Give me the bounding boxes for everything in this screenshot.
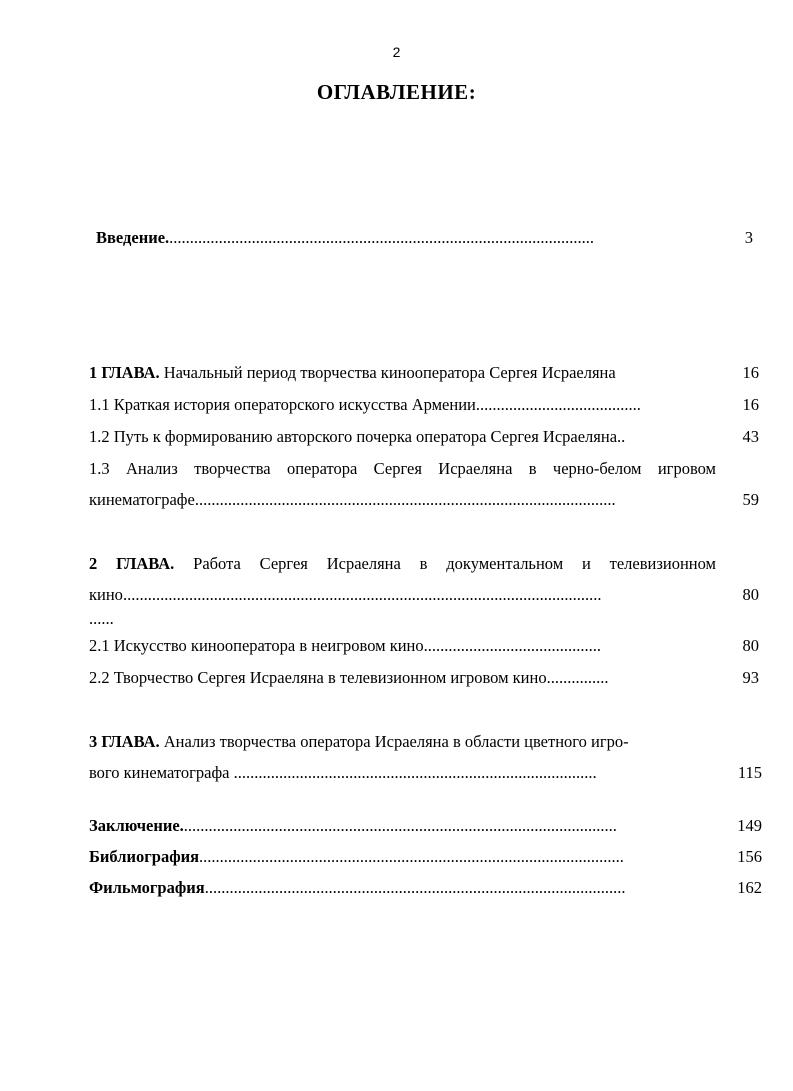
toc-conclusion-page: 149 bbox=[737, 816, 762, 835]
toc-filmography-page: 162 bbox=[737, 878, 762, 897]
toc-ch3-line2[interactable] bbox=[89, 763, 705, 783]
toc-intro-page: 3 bbox=[744, 228, 753, 247]
toc-ch3-line1[interactable] bbox=[89, 732, 629, 752]
toc-s11-page: 16 bbox=[742, 395, 759, 414]
toc-s21-text: 2.1 Искусство кинооператора в неигровом кино bbox=[89, 636, 424, 655]
dot-leader: ....................................................................................................... bbox=[169, 228, 595, 247]
toc-ch1-text: Начальный период творчества кинооператора Сергея Исраеляна bbox=[163, 363, 616, 382]
toc-s13-text: кинематографе bbox=[89, 490, 195, 509]
dot-leader: .................................................................................................................... bbox=[122, 585, 602, 604]
toc-conclusion-label: Заключение. bbox=[89, 816, 184, 835]
toc-s21-page: 80 bbox=[742, 636, 759, 655]
page-title: ОГЛАВЛЕНИЕ: bbox=[316, 80, 477, 104]
toc-ch3-text: Анализ творчества оператора Исраеляна в области цветного игро- bbox=[163, 732, 629, 751]
toc-conclusion[interactable] bbox=[89, 816, 703, 836]
toc-ch2-line2[interactable] bbox=[89, 585, 701, 605]
dot-leader: ...................................................................................................... bbox=[194, 490, 616, 509]
toc-ch2-line1[interactable] bbox=[89, 554, 716, 574]
dot-leader: ........................................... bbox=[423, 636, 601, 655]
toc-ch3-text-2: вого кинематографа bbox=[89, 763, 230, 782]
dot-leader: ...................................................................................................... bbox=[204, 878, 626, 897]
toc-ch3-label: 3 ГЛАВА. bbox=[89, 732, 160, 751]
toc-ch1[interactable] bbox=[89, 363, 616, 383]
toc-ch2-page: 80 bbox=[742, 585, 759, 604]
dot-leader: ......................................................................................................... bbox=[183, 816, 617, 835]
toc-ch2-label: 2 ГЛАВА. bbox=[89, 554, 175, 573]
toc-filmography-label: Фильмография bbox=[89, 878, 205, 897]
toc-s11-text: 1.1 Краткая история операторского искусства Армении bbox=[89, 395, 476, 414]
toc-ch2-text-2: кино bbox=[89, 585, 123, 604]
toc-s22-page: 93 bbox=[742, 668, 759, 687]
toc-ch1-label: 1 ГЛАВА. bbox=[89, 363, 160, 382]
page-number: 2 bbox=[392, 44, 401, 60]
toc-ch2-text: Работа Сергея Исраеляна в документальном и телевизионном bbox=[193, 554, 716, 573]
toc-s11[interactable] bbox=[89, 395, 701, 415]
dot-leader: ....................................................................................................... bbox=[199, 847, 624, 866]
toc-s12-text: 1.2 Путь к формированию авторского почерка оператора Сергея Исраеляна.. bbox=[89, 427, 626, 446]
toc-s12-page: 43 bbox=[742, 427, 759, 446]
toc-intro[interactable] bbox=[96, 228, 716, 248]
toc-bibliography-page: 156 bbox=[737, 847, 762, 866]
toc-s13-line2[interactable] bbox=[89, 490, 707, 510]
toc-ch3-page: 115 bbox=[737, 763, 762, 782]
toc-s13-page: 59 bbox=[742, 490, 759, 509]
toc-s21[interactable] bbox=[89, 636, 717, 656]
dot-leader: ............... bbox=[546, 668, 609, 687]
dot-leader: ........................................................................................ bbox=[233, 763, 597, 782]
toc-s13-line1[interactable]: 1.3 Анализ творчества оператора Сергея Исраеляна в черно-белом игровом bbox=[89, 459, 716, 478]
toc-s22[interactable] bbox=[89, 668, 707, 688]
toc-filmography[interactable] bbox=[89, 878, 703, 898]
dot-leader: ........................................ bbox=[475, 395, 641, 414]
toc-s22-text: 2.2 Творчество Сергея Исраеляна в телевизионном игровом кино bbox=[89, 668, 547, 687]
toc-bibliography-label: Библиография bbox=[89, 847, 200, 866]
toc-ch1-page: 16 bbox=[742, 363, 759, 382]
toc-ch2-extra-dots: ...... bbox=[89, 609, 114, 628]
toc-s12[interactable] bbox=[89, 427, 625, 447]
toc-bibliography[interactable] bbox=[89, 847, 701, 867]
toc-intro-label: Введение. bbox=[96, 228, 170, 247]
